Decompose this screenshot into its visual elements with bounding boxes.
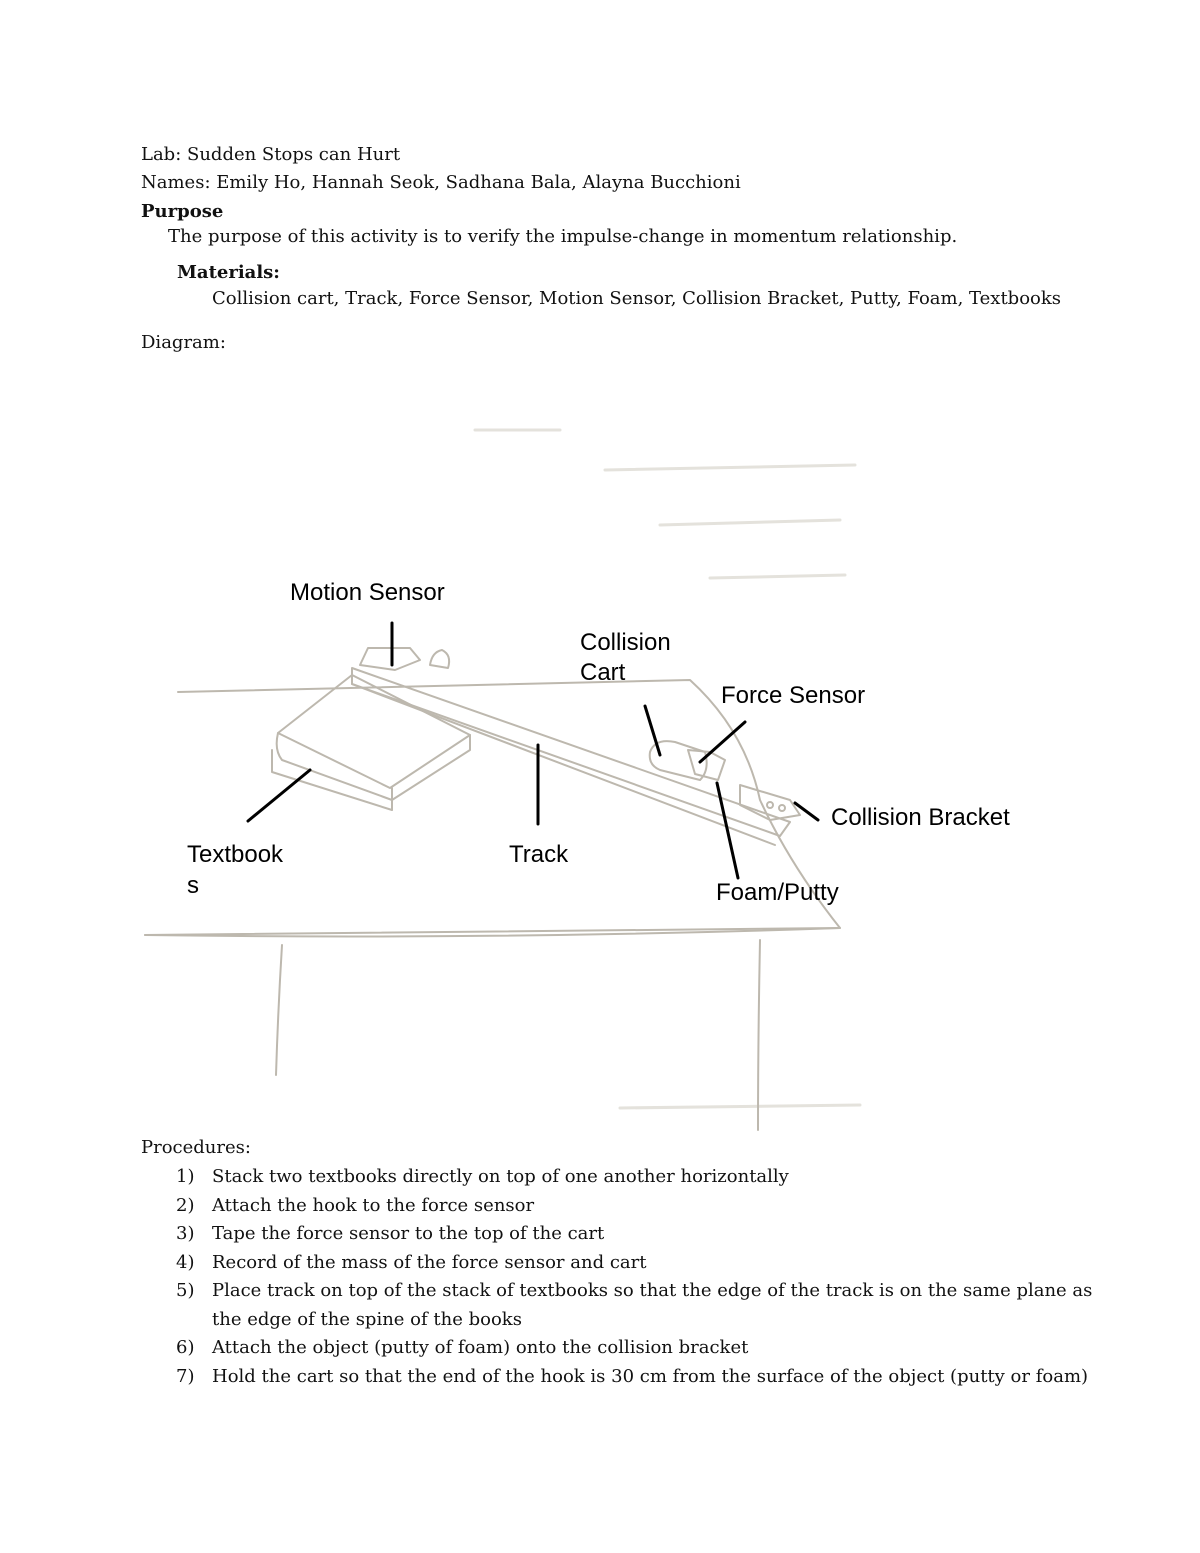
label-collision-cart-line1: Collision bbox=[580, 629, 671, 656]
procedure-step-number: 6) bbox=[176, 1337, 195, 1358]
label-motion-sensor: Motion Sensor bbox=[290, 579, 445, 606]
materials-text: Collision cart, Track, Force Sensor, Motion Sensor, Collision Bracket, Putty, Foam, Textbooks bbox=[212, 288, 1062, 309]
procedure-step-text: Tape the force sensor to the top of the cart bbox=[212, 1223, 605, 1244]
procedure-step-text: Place track on top of the stack of textbooks so that the edge of the track is on the same plane as bbox=[212, 1280, 1093, 1301]
procedures-heading: Procedures: bbox=[141, 1137, 251, 1158]
label-collision-bracket: Collision Bracket bbox=[831, 804, 1010, 831]
procedure-step-number: 5) bbox=[176, 1280, 195, 1301]
textbooks-leader bbox=[248, 770, 310, 821]
materials-heading: Materials: bbox=[177, 262, 280, 283]
procedure-step-text: Stack two textbooks directly on top of one another horizontally bbox=[212, 1166, 789, 1187]
lab-title: Lab: Sudden Stops can Hurt bbox=[141, 144, 401, 165]
label-foam-putty: Foam/Putty bbox=[716, 879, 839, 906]
procedure-step-number: 3) bbox=[176, 1223, 195, 1244]
procedure-step-text: Attach the object (putty of foam) onto the collision bracket bbox=[212, 1337, 749, 1358]
label-textbooks-line2: s bbox=[187, 872, 199, 899]
label-force-sensor: Force Sensor bbox=[721, 682, 866, 709]
diagram-heading: Diagram: bbox=[141, 332, 226, 353]
label-track: Track bbox=[509, 841, 569, 868]
procedure-step-text: Hold the cart so that the end of the hook is 30 cm from the surface of the object (putty or foam) bbox=[212, 1365, 1089, 1387]
procedure-step-text: Attach the hook to the force sensor bbox=[212, 1194, 535, 1216]
purpose-text: The purpose of this activity is to verify the impulse-change in momentum relationship. bbox=[168, 226, 958, 247]
label-collision-cart-line2: Cart bbox=[580, 659, 626, 686]
procedure-step-number: 7) bbox=[176, 1365, 195, 1387]
procedure-step-text: the edge of the spine of the books bbox=[212, 1308, 522, 1330]
procedure-step-text: Record of the mass of the force sensor and cart bbox=[212, 1251, 647, 1273]
label-textbooks-line1: Textbook bbox=[187, 841, 284, 868]
procedure-step-number: 4) bbox=[176, 1251, 195, 1273]
purpose-heading: Purpose bbox=[141, 201, 224, 222]
names-line: Names: Emily Ho, Hannah Seok, Sadhana Bala, Alayna Bucchioni bbox=[141, 172, 741, 193]
procedure-step-number: 1) bbox=[176, 1166, 195, 1187]
procedure-step-number: 2) bbox=[176, 1194, 195, 1216]
